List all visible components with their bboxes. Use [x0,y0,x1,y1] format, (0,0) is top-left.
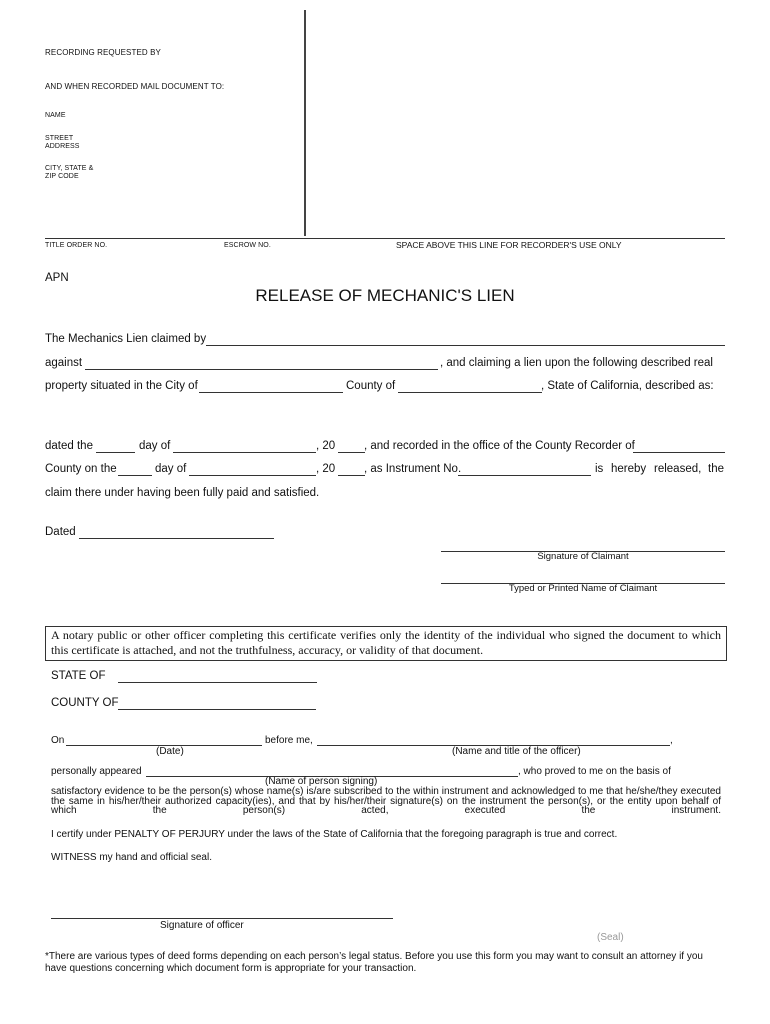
dated-the-label: dated the [45,440,93,452]
notary-state-field[interactable] [118,682,317,683]
dated-label: Dated [45,526,76,538]
officer-caption: (Name and title of the officer) [452,746,581,757]
footer-note: *There are various types of deed forms depending on each person’s legal status. Before you use this form you may want to consult an attorney if you have questions concerning which document form is appropriate for your transaction. [45,951,703,974]
day-of-label-2: day of [155,463,187,475]
officer-signature-field[interactable] [51,918,393,919]
county-of-notary-label: COUNTY OF [51,697,119,709]
before-me-label: before me, [265,735,313,746]
dated-field[interactable] [79,538,274,539]
day-of-label: day of [139,440,171,452]
county-on-the-label: County on the [45,463,117,475]
escrow-label: ESCROW NO. [224,242,271,249]
the-word: the [708,463,724,475]
released-word: released, [654,463,702,475]
officer-signature-label: Signature of officer [160,920,244,931]
personally-appeared-label: personally appeared [51,766,142,777]
page-title: RELEASE OF MECHANIC'S LIEN [255,286,515,305]
city-label-2: ZIP CODE [45,173,79,180]
street-label-1: STREET [45,135,74,142]
city-field[interactable] [199,392,343,393]
notary-disclaimer-box: A notary public or other officer completing this certificate verifies only the identity of the individual who signed the document to which this certificate is attached, and not the truthfulness, accuracy, or validity of that document. [45,626,727,661]
dated-day-field[interactable] [96,452,135,453]
recorder-space-line [45,238,725,239]
county-of-label: County of [346,380,396,392]
mail-to-label: AND WHEN RECORDED MAIL DOCUMENT TO: [45,82,225,91]
year-prefix-2: , 20 [316,463,336,475]
recorder-space-note: SPACE ABOVE THIS LINE FOR RECORDER'S USE ONLY [396,240,622,250]
recorder-divider [304,10,306,236]
notary-county-field[interactable] [118,709,316,710]
against-label: against [45,357,83,369]
recorded-year-field[interactable] [338,475,365,476]
satisfactory-evidence-text: satisfactory evidence to be the person(s) whose name(s) is/are subscribed to the within instrument and acknowledged to me that he/she/they executed the same in his/her/their authorized capacity(ies), and that by his/her/their signature(s) on the instrument the person(s), or the entity upon behalf of which the person(s) acted, executed the instrument. [51,786,721,816]
hereby-word: hereby [611,463,647,475]
recorder-county-field[interactable] [633,452,725,453]
is-word: is [595,463,604,475]
state-described-text: , State of California, described as: [541,380,714,392]
street-label-2: ADDRESS [45,143,80,150]
claimant-printed-name-label: Typed or Printed Name of Claimant [508,583,658,594]
property-city-label: property situated in the City of [45,380,198,392]
recording-requested-label: RECORDING REQUESTED BY [45,48,161,57]
perjury-text: I certify under PENALTY OF PERJURY under the laws of the State of California that the foregoing paragraph is true and correct. [51,829,618,840]
claiming-text: , and claiming a lien upon the following described real [440,357,713,369]
proved-basis-text: , who proved to me on the basis of [518,766,671,777]
claim-paid-text: claim there under having been fully paid and satisfied. [45,487,320,499]
seal-label: (Seal) [597,932,624,943]
witness-text: WITNESS my hand and official seal. [51,852,212,863]
name-label: NAME [45,112,66,119]
instrument-label: , as Instrument No. [364,463,462,475]
year-prefix-1: , 20 [316,440,336,452]
recorded-in-text: , and recorded in the office of the County Recorder of [364,440,635,452]
county-field[interactable] [398,392,542,393]
city-label-1: CITY, STATE & [45,165,94,172]
date-caption: (Date) [156,746,184,757]
against-owner-field[interactable] [85,369,438,370]
claimed-by-label: The Mechanics Lien claimed by [45,333,207,345]
recorded-day-field[interactable] [118,475,152,476]
dated-month-field[interactable] [173,452,316,453]
on-label: On [51,735,65,746]
claimant-signature-label: Signature of Claimant [537,551,629,562]
claimant-name-field[interactable] [206,345,725,346]
title-order-label: TITLE ORDER NO. [45,242,108,249]
comma-mark: , [670,735,673,746]
person-signing-caption: (Name of person signing) [265,776,378,787]
recorded-month-field[interactable] [189,475,316,476]
instrument-no-field[interactable] [458,475,591,476]
dated-year-field[interactable] [338,452,365,453]
state-of-label: STATE OF [51,670,106,682]
apn-label: APN [45,272,69,284]
